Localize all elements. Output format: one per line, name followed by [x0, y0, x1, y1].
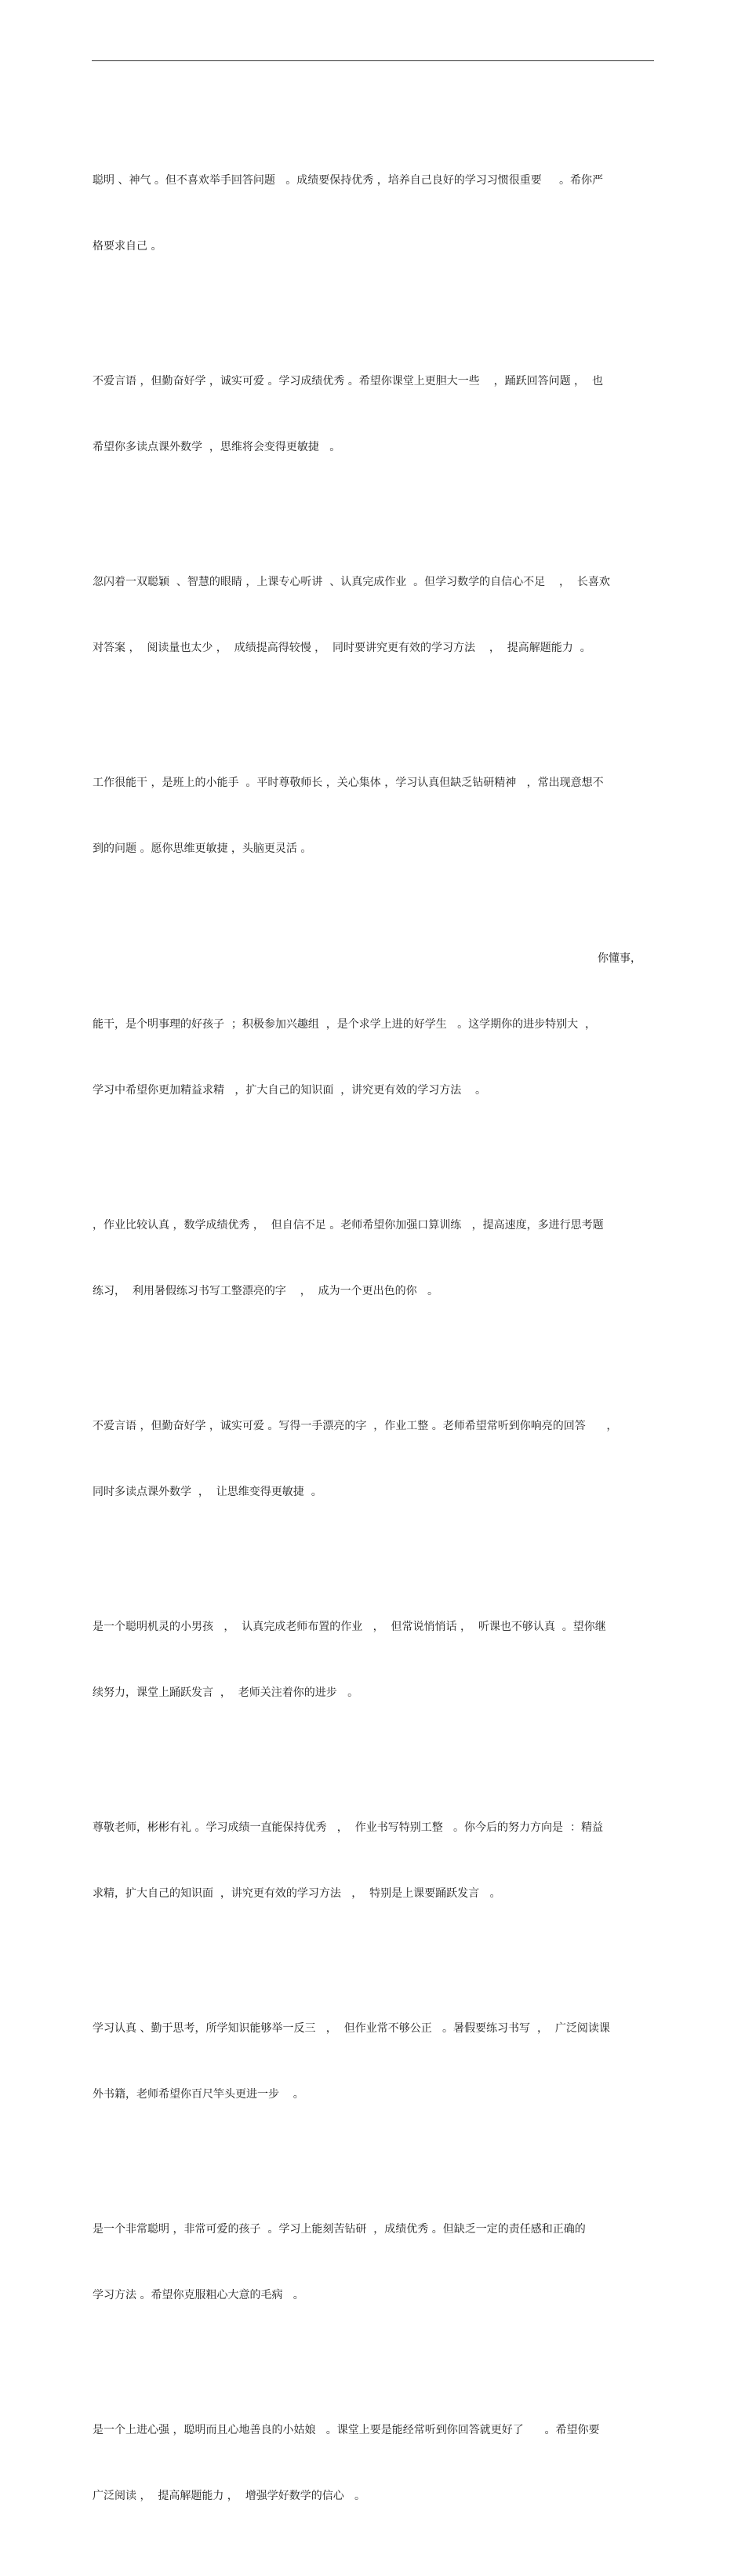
paragraph-line: 广泛阅读 ， 提高解题能力 ， 增强学好数学的信心 。 — [93, 2490, 366, 2502]
paragraph-line: 学习方法 。希望你克服粗心大意的毛病 。 — [93, 2289, 304, 2301]
paragraph-line: 聪明 、神气 。但不喜欢举手回答问题 。成绩要保持优秀 ，培养自己良好的学习习惯很重要 。希你严 — [93, 174, 603, 187]
comment-paragraph-3 — [93, 527, 657, 703]
paragraph-line: 是一个上进心强 ，聪明而且心地善良的小姑娘 。课堂上要是能经常听到你回答就更好了 。希望你要 — [93, 2424, 600, 2436]
paragraph-line: 不爱言语 ，但勤奋好学 ，诚实可爱 。写得一手漂亮的字 ，作业工整 。老师希望常听到你响亮的回答 ， — [93, 1420, 618, 1432]
paragraph-line: 能干，是个明事理的好孩子 ；积极参加兴趣组 ，是个求学上进的好学生 。这学期你的进步特别大 ， — [93, 1018, 597, 1031]
paragraph-line: 是一个聪明机灵的小男孩 ， 认真完成老师布置的作业 ， 但常说悄悄话 ， 听课也不够认真 。望你继 — [93, 1621, 606, 1633]
comment-paragraph-11 — [93, 2174, 657, 2350]
paragraph-line: ，作业比较认真 ，数学成绩优秀 ， 但自信不足 。老师希望你加强口算训练 ，提高速度，多进行思考题 — [93, 1219, 604, 1232]
paragraph-line: 格要求自己 。 — [93, 240, 162, 253]
paragraph-line: 学习认真 、勤于思考，所学知识能够举一反三 ， 但作业常不够公正 。暑假要练习书写 ， 广泛阅读课 — [93, 2022, 610, 2035]
paragraph-line-right: 你懂事， — [598, 952, 641, 965]
comment-paragraph-6 — [93, 1170, 657, 1346]
paragraph-line: 续努力，课堂上踊跃发言 ， 老师关注着你的进步 。 — [93, 1686, 359, 1699]
comment-paragraph-10 — [93, 1974, 657, 2149]
paragraph-line: 学习中希望你更加精益求精 ，扩大自己的知识面 ，讲究更有效的学习方法 。 — [93, 1084, 487, 1097]
paragraph-line: 求精，扩大自己的知识面 ，讲究更有效的学习方法 ， 特别是上课要踊跃发言 。 — [93, 1887, 501, 1900]
paragraph-line: 同时多读点课外数学 ， 让思维变得更敏捷 。 — [93, 1486, 322, 1498]
comment-paragraph-4 — [93, 728, 657, 904]
paragraph-line: 外书籍，老师希望你百尺竿头更进一步 。 — [93, 2088, 304, 2101]
comment-paragraph-8 — [93, 1572, 657, 1748]
header-rule — [92, 60, 654, 61]
paragraph-line: 对答案 ， 阅读量也太少 ， 成绩提高得较慢 ， 同时要讲究更有效的学习方法 ， 提高解题能力 。 — [93, 642, 591, 654]
paragraph-line: 忽闪着一双聪颖 、智慧的眼睛 ，上课专心听讲 、认真完成作业 。但学习数学的自信心不足 ， 长喜欢 — [93, 576, 610, 588]
comment-paragraph-9 — [93, 1773, 657, 1948]
comment-paragraph-1 — [93, 126, 657, 301]
paragraph-line: 尊敬老师，彬彬有礼 。学习成绩一直能保持优秀 ， 作业书写特别工整 。你今后的努力方向是 ：精益 — [93, 1821, 603, 1834]
paragraph-line: 练习， 利用暑假练习书写工整漂亮的字 ， 成为一个更出色的你 。 — [93, 1285, 438, 1297]
paragraph-line: 是一个非常聪明 ，非常可爱的孩子 。学习上能刻苦钻研 ，成绩优秀 。但缺乏一定的责任感和正确的 — [93, 2223, 586, 2236]
comment-paragraph-5 — [93, 904, 657, 1145]
paragraph-line: 希望你多读点课外数学 ，思维将会变得更敏捷 。 — [93, 441, 341, 453]
comment-paragraph-7 — [93, 1371, 657, 1547]
paragraph-line: 到的问题 。愿你思维更敏捷 ，头脑更灵活 。 — [93, 842, 312, 855]
paragraph-line: 不爱言语 ，但勤奋好学 ，诚实可爱 。学习成绩优秀 。希望你课堂上更胆大一些 ，踊跃回答问题 ， 也 — [93, 375, 603, 387]
document-body — [93, 126, 657, 2576]
comment-paragraph-12 — [93, 2375, 657, 2551]
comment-paragraph-2 — [93, 326, 657, 502]
paragraph-line: 工作很能干 ，是班上的小能手 。平时尊敬师长 ，关心集体 ，学习认真但缺乏钻研精神 ，常出现意想不 — [93, 777, 604, 789]
